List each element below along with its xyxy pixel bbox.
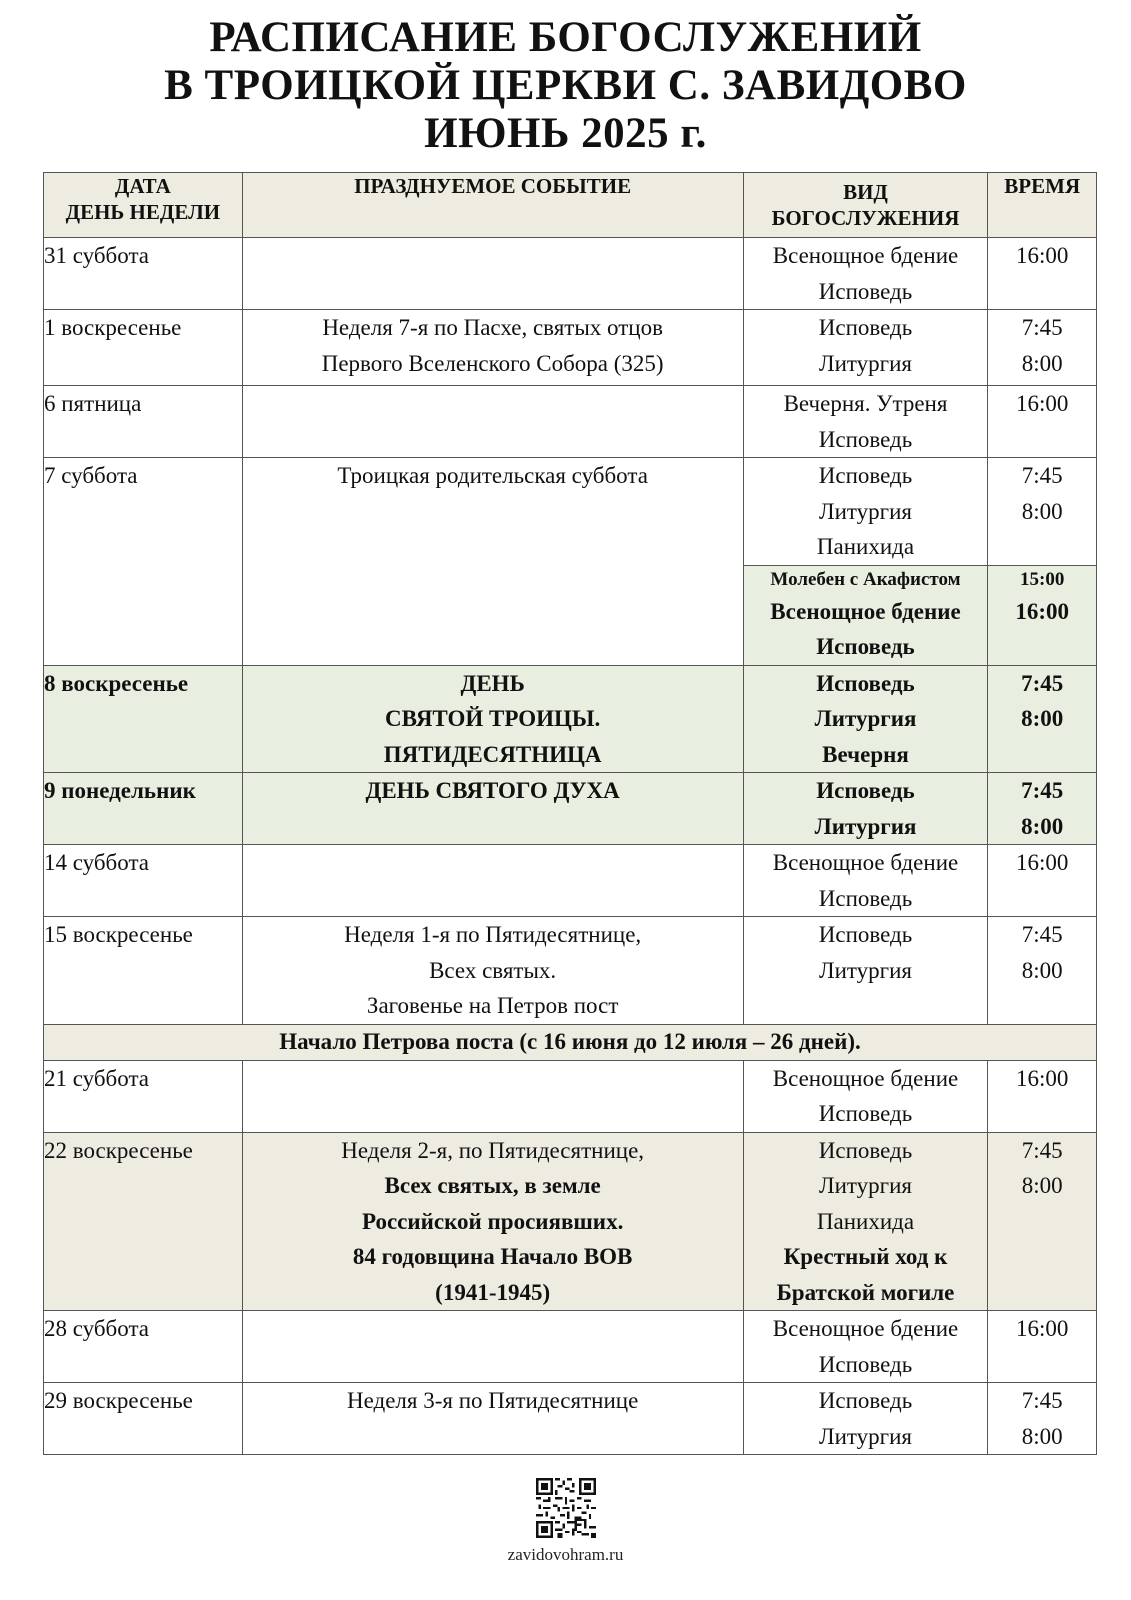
row-service: Всенощное бдение Исповедь [743,1311,988,1383]
row-event: ДЕНЬ СВЯТОГО ДУХА [242,773,743,845]
row-time: 16:00 [988,238,1097,310]
table-row [44,1311,1097,1383]
site-url[interactable]: zavidovohram.ru [507,1545,624,1564]
row-date: 7 суббота [44,458,243,666]
header-service: ВИД БОГОСЛУЖЕНИЯ [743,173,988,238]
row-time-evening: 15:00 16:00 [988,565,1097,665]
row-event: Неделя 1-я по Пятидесятнице, Всех святых. Заговенье на Петров пост [242,917,743,1025]
row-date: 28 суббота [44,1311,243,1383]
row-time: 16:00 [988,386,1097,458]
row-date: 29 воскресенье [44,1383,243,1455]
table-row [44,386,1097,458]
row-time: 7:45 8:00 [988,1132,1097,1311]
row-event [242,1060,743,1132]
row-date: 15 воскресенье [44,917,243,1025]
row-date: 8 воскресенье [44,665,243,773]
row-event: Неделя 2-я, по Пятидесятнице, Всех святых, в земле Российской просиявших. 84 годовщина Начало ВОВ (1941-1945) [242,1132,743,1311]
table-row [44,917,1097,1025]
row-event: Троицкая родительская суббота [242,458,743,666]
row-service: Вечерня. Утреня Исповедь [743,386,988,458]
row-event: Неделя 3-я по Пятидесятнице [242,1383,743,1455]
row-service: Всенощное бдение Исповедь [743,845,988,917]
row-time: 16:00 [988,1060,1097,1132]
row-service: Исповедь Литургия Панихида [743,458,988,566]
row-event [242,845,743,917]
row-service-evening: Молебен с Акафистом Всенощное бдение Исповедь [743,565,988,665]
table-row [44,458,1097,566]
title-line-1: РАСПИСАНИЕ БОГОСЛУЖЕНИЙ [209,14,922,61]
row-service: Исповедь Литургия Вечерня [743,665,988,773]
table-row [44,1383,1097,1455]
row-service: Исповедь Литургия [743,773,988,845]
row-date: 22 воскресенье [44,1132,243,1311]
header-date: ДАТА ДЕНЬ НЕДЕЛИ [44,173,243,238]
table-row-highlight [44,773,1097,845]
row-time: 16:00 [988,845,1097,917]
footer [0,1478,1131,1565]
row-date: 1 воскресенье [44,310,243,386]
fast-banner-row [44,1024,1097,1060]
table-header-row [44,173,1097,238]
table-row-highlight [44,665,1097,773]
row-event [242,238,743,310]
row-service: Всенощное бдение Исповедь [743,1060,988,1132]
row-date: 31 суббота [44,238,243,310]
row-service: Исповедь Литургия [743,917,988,1025]
fast-banner: Начало Петрова поста (с 16 июня до 12 июля – 26 дней). [44,1024,1097,1060]
page-title [0,14,1131,158]
title-line-3: ИЮНЬ 2025 г. [424,110,707,157]
row-time: 7:45 8:00 [988,917,1097,1025]
header-time: ВРЕМЯ [988,173,1097,238]
row-event [242,1311,743,1383]
row-service: Исповедь Литургия [743,310,988,386]
row-time: 16:00 [988,1311,1097,1383]
table-row-highlight [44,1132,1097,1311]
row-event [242,386,743,458]
row-date: 21 суббота [44,1060,243,1132]
title-line-2: В ТРОИЦКОЙ ЦЕРКВИ С. ЗАВИДОВО [164,62,967,109]
header-event: ПРАЗДНУЕМОЕ СОБЫТИЕ [242,173,743,238]
row-event: ДЕНЬ СВЯТОЙ ТРОИЦЫ. ПЯТИДЕСЯТНИЦА [242,665,743,773]
table-row [44,845,1097,917]
qr-code-icon[interactable] [536,1478,596,1538]
row-time: 7:45 8:00 [988,665,1097,773]
row-time: 7:45 8:00 [988,458,1097,566]
table-row [44,310,1097,386]
schedule-table [43,172,1097,1455]
row-service: Исповедь Литургия Панихида Крестный ход к Братской могиле [743,1132,988,1311]
row-service: Исповедь Литургия [743,1383,988,1455]
row-service: Всенощное бдение Исповедь [743,238,988,310]
row-event: Неделя 7-я по Пасхе, святых отцов Первого Вселенского Собора (325) [242,310,743,386]
row-date: 6 пятница [44,386,243,458]
table-row [44,238,1097,310]
table-row [44,1060,1097,1132]
row-date: 9 понедельник [44,773,243,845]
row-time: 7:45 8:00 [988,1383,1097,1455]
row-time: 7:45 8:00 [988,773,1097,845]
row-time: 7:45 8:00 [988,310,1097,386]
row-date: 14 суббота [44,845,243,917]
